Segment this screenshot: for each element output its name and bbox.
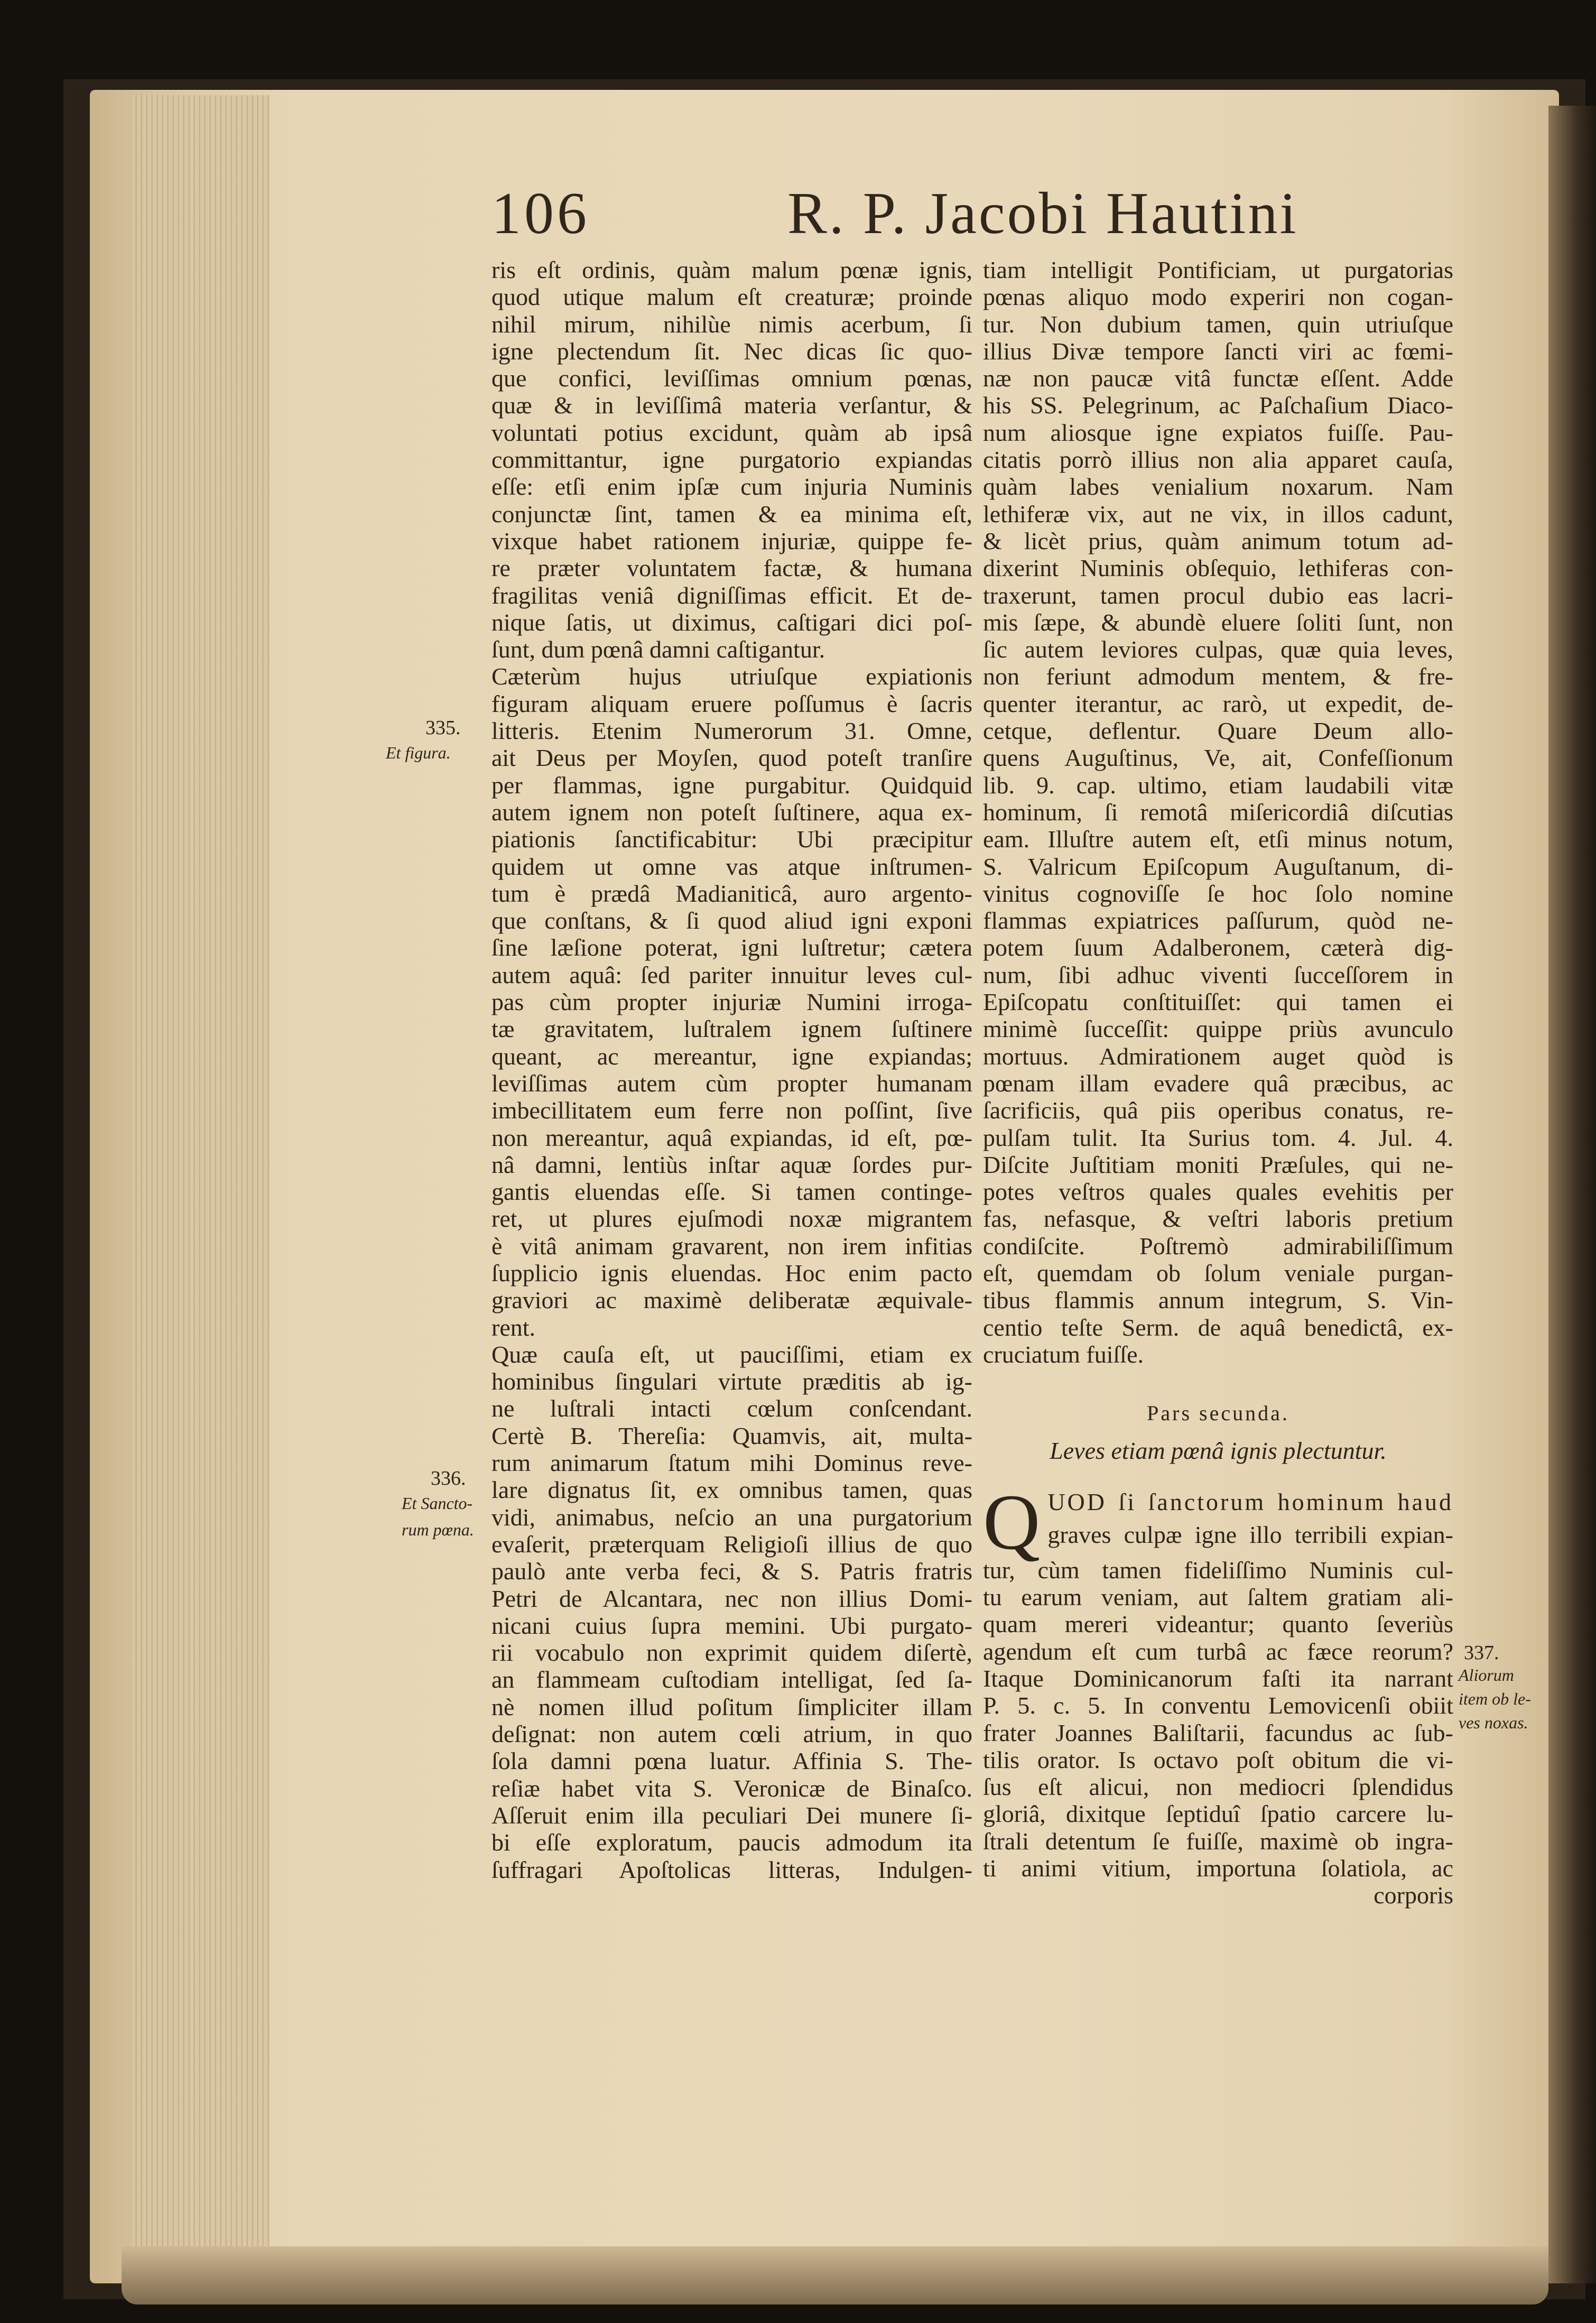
text-line: flammas expiatrices paſſurum, quòd ne- bbox=[983, 907, 1453, 934]
book-gutter bbox=[1548, 106, 1596, 2283]
text-line: næ non paucæ vitâ functæ eſſent. Adde bbox=[983, 365, 1453, 392]
margin-note-sanctorum-2: rum pœna. bbox=[402, 1520, 474, 1539]
text-line: ſine læſione poterat, igni luſtretur; cætera bbox=[491, 934, 972, 961]
text-line: ne luſtrali intacti cœlum conſcendant. bbox=[491, 1395, 972, 1422]
text-line: tilis orator. Is octavo poſt obitum die vi- bbox=[983, 1746, 1453, 1773]
margin-number-335: 335. bbox=[425, 717, 461, 739]
text-line: pœnas aliquo modo experiri non cogan- bbox=[983, 283, 1453, 311]
text-line: tur, cùm tamen fideliſſimo Numinis cul- bbox=[983, 1556, 1453, 1584]
text-line: gantis eluendas eſſe. Si tamen continge- bbox=[491, 1178, 972, 1206]
text-line: Diſcite Juſtitiam moniti Præſules, qui ne- bbox=[983, 1151, 1453, 1178]
text-line: gloriâ, dixitque ſeptiduî ſpatio carcere lu- bbox=[983, 1800, 1453, 1828]
page-bottom-edge bbox=[122, 2246, 1548, 2305]
text-line: condiſcite. Poſtremò admirabiliſſimum bbox=[983, 1232, 1453, 1260]
text-line: deſignat: non autem cœli atrium, in quo bbox=[491, 1720, 972, 1748]
text-line: minimè ſucceſſit: quippe priùs avunculo bbox=[983, 1015, 1453, 1043]
text-line: quàm labes venialium noxarum. Nam bbox=[983, 473, 1453, 501]
text-line: committantur, igne purgatorio expiandas bbox=[491, 446, 972, 474]
text-line: frater Joannes Baliſtarii, facundus ac ſub- bbox=[983, 1719, 1453, 1746]
section-subtitle: Leves etiam pœnâ ignis plectuntur. bbox=[1050, 1437, 1387, 1465]
text-line: Quæ cauſa eſt, ut pauciſſimi, etiam ex bbox=[491, 1340, 972, 1368]
text-line: mis ſæpe, & abundè eluere ſoliti ſunt, non bbox=[983, 608, 1453, 636]
text-line: paulò ante verba feci, & S. Patris fratris bbox=[491, 1558, 972, 1585]
text-line: potem ſuum Adalberonem, cæterà dig- bbox=[983, 934, 1453, 961]
running-head: R. P. Jacobi Hautini bbox=[787, 181, 1298, 246]
text-line: agendum eſt cum turbâ ac fæce reorum? bbox=[983, 1637, 1453, 1665]
text-line: voluntati potius excidunt, quàm ab ipsâ bbox=[491, 419, 972, 446]
text-line: potes veſtros quales quales evehitis per bbox=[983, 1178, 1453, 1206]
text-line: figuram aliquam eruere poſſumus è ſacris bbox=[491, 690, 972, 717]
text-line: fragilitas veniâ digniſſimas efficit. Et de- bbox=[491, 581, 972, 609]
text-line: vixque habet rationem injuriæ, quippe fe- bbox=[491, 527, 972, 554]
text-line: igne plectendum ſit. Nec dicas ſic quo- bbox=[491, 337, 972, 365]
text-line: quens Auguſtinus, Ve, ait, Confeſſionum bbox=[983, 744, 1453, 772]
text-line: nâ damni, lentiùs inſtar aquæ ſordes pur- bbox=[491, 1151, 972, 1178]
text-line: quidem ut omne vas atque inſtrumen- bbox=[491, 853, 972, 880]
dropcap-paragraph bbox=[983, 1478, 1453, 1566]
text-line: graviori ac maximè deliberatæ æquivale- bbox=[491, 1287, 972, 1314]
text-line: hominum, ſi remotâ miſericordiâ diſcutias bbox=[983, 798, 1453, 826]
text-line: centio teſte Serm. de aquâ benedictâ, ex- bbox=[983, 1313, 1453, 1341]
text-line: ris eſt ordinis, quàm malum pœnæ ignis, bbox=[491, 256, 972, 283]
text-line: eam. Illuſtre autem eſt, etſi minus notum, bbox=[983, 826, 1453, 853]
text-line: imbecillitatem eum ferre non poſſint, ſive bbox=[491, 1097, 972, 1124]
text-line: tur. Non dubium tamen, quin utriuſque bbox=[983, 310, 1453, 338]
text-line: his SS. Pelegrinum, ac Paſchaſium Diaco- bbox=[983, 392, 1453, 419]
margin-note-aliorum-3: ves noxas. bbox=[1459, 1713, 1528, 1732]
text-line: ait Deus per Moyſen, quod poteſt tranſire bbox=[491, 744, 972, 772]
text-line: num, ſibi adhuc viventi ſucceſſorem in bbox=[983, 961, 1453, 988]
text-line: ſic autem leviores culpas, quæ quia leves, bbox=[983, 636, 1453, 663]
text-line: nicani cuius ſupra memini. Ubi purgato- bbox=[491, 1612, 972, 1639]
text-line: lare dignatus ſit, ex omnibus tamen, quas bbox=[491, 1476, 972, 1504]
text-line: per flammas, igne purgabitur. Quidquid bbox=[491, 771, 972, 799]
text-line: rent. bbox=[491, 1313, 536, 1341]
text-line: quenter iterantur, ac rarò, ut expedit, de- bbox=[983, 690, 1453, 717]
text-line: re præter voluntatem factæ, & humana bbox=[491, 554, 972, 582]
left-column bbox=[491, 256, 972, 1883]
text-line: UOD ſi ſanctorum hominum haud bbox=[1047, 1488, 1453, 1515]
page-edges bbox=[132, 95, 270, 2289]
text-line: eſt, quemdam ob ſolum veniale purgan- bbox=[983, 1259, 1453, 1287]
text-line: nè nomen illud poſitum ſimpliciter illam bbox=[491, 1693, 972, 1720]
margin-note-figura: Et figura. bbox=[386, 743, 451, 762]
page-number: 106 bbox=[491, 181, 590, 246]
text-line: pulſam tulit. Ita Surius tom. 4. Jul. 4. bbox=[983, 1124, 1453, 1151]
text-line: fas, nefasque, & veſtri laboris pretium bbox=[983, 1205, 1453, 1233]
text-line: quæ & in leviſſimâ materia verſantur, & bbox=[491, 392, 972, 419]
text-line: conjunctæ ſint, tamen & ea minima eſt, bbox=[491, 500, 972, 527]
text-line: piationis ſanctificabitur: Ubi præcipitur bbox=[491, 826, 972, 853]
text-line: ti animi vitium, importuna ſolatiola, ac bbox=[983, 1855, 1453, 1882]
text-line: ſola damni pœna luatur. Affinia S. The- bbox=[491, 1747, 972, 1775]
text-line: Certè B. Thereſia: Quamvis, ait, multa- bbox=[491, 1422, 972, 1449]
text-line: autem aquâ: ſed pariter innuitur leves cul- bbox=[491, 961, 972, 988]
text-line: bi eſſe exploratum, paucis admodum ita bbox=[491, 1829, 972, 1856]
text-line: ret, ut plures ejuſmodi noxæ migrantem bbox=[491, 1205, 972, 1233]
text-line: P. 5. c. 5. In conventu Lemovicenſi obiit bbox=[983, 1692, 1453, 1719]
text-line: è vitâ animam gravarent, non irem infitias bbox=[491, 1232, 972, 1260]
text-line: traxerunt, tamen procul dubio eas lacri- bbox=[983, 581, 1453, 609]
right-column bbox=[983, 256, 1453, 1909]
text-line: pas cùm propter injuriæ Numini irroga- bbox=[491, 988, 972, 1016]
text-line: Cæterùm hujus utriuſque expiationis bbox=[491, 663, 972, 690]
text-line: Epiſcopatu conſtituiſſet: qui tamen ei bbox=[983, 988, 1453, 1016]
margin-number-337: 337. bbox=[1464, 1642, 1499, 1664]
text-line: lethiferæ vix, aut ne vix, in illos cadunt, bbox=[983, 500, 1453, 527]
text-line: rii vocabulo non exprimit quidem diſertè, bbox=[491, 1639, 972, 1667]
text-line: S. Valricum Epiſcopum Auguſtanum, di- bbox=[983, 853, 1453, 880]
text-line: nique ſatis, ut diximus, caſtigari dici poſ- bbox=[491, 608, 972, 636]
text-line: an flammeam cuſtodiam intelligat, ſed ſa- bbox=[491, 1666, 972, 1693]
text-line: evaſerit, præterquam Religioſi illius de quo bbox=[491, 1530, 972, 1558]
text-line: & licèt prius, quàm animum totum ad- bbox=[983, 527, 1453, 554]
text-line: citatis porrò illius non alia apparet cauſa, bbox=[983, 446, 1453, 474]
text-line: ſacrificiis, quâ piis operibus conatus, re- bbox=[983, 1097, 1453, 1124]
text-line: tiam intelligit Pontificiam, ut purgatorias bbox=[983, 256, 1453, 283]
text-line: quam mereri videantur; quanto ſeveriùs bbox=[983, 1611, 1453, 1638]
text-line: que confici, leviſſimas omnium pœnas, bbox=[491, 365, 972, 392]
text-line: tæ gravitatem, luſtralem ignem ſuſtinere bbox=[491, 1015, 972, 1043]
text-line: Itaque Dominicanorum faſti ita narrant bbox=[983, 1664, 1453, 1692]
text-line: litteris. Etenim Numerorum 31. Omne, bbox=[491, 717, 972, 745]
text-line: hominibus ſingulari virtute præditis ab ig- bbox=[491, 1368, 972, 1395]
text-line: vidi, animabus, neſcio an una purgatorium bbox=[491, 1503, 972, 1531]
page-header bbox=[491, 180, 1443, 264]
text-line: tu earum veniam, aut ſaltem gratiam ali- bbox=[983, 1584, 1453, 1611]
margin-number-336: 336. bbox=[431, 1467, 466, 1489]
text-line: Petri de Alcantara, nec non illius Domi- bbox=[491, 1585, 972, 1612]
text-line: queant, ac mereantur, igne expiandas; bbox=[491, 1042, 972, 1070]
text-line: tum è prædâ Madianiticâ, auro argento- bbox=[491, 880, 972, 907]
text-line: tibus flammis annum integrum, S. Vin- bbox=[983, 1287, 1453, 1314]
text-line: pœnam illam evadere quâ præcibus, ac bbox=[983, 1069, 1453, 1097]
text-line: illius Divæ tempore ſancti viri ac fœmi- bbox=[983, 337, 1453, 365]
text-line: cruciatum fuiſſe. bbox=[983, 1340, 1144, 1368]
text-line: lib. 9. cap. ultimo, etiam laudabili vitæ bbox=[983, 771, 1453, 799]
text-line: dixerint Numinis obſequio, lethiferas con- bbox=[983, 554, 1453, 582]
text-line: reſiæ habet vita S. Veronicæ de Binaſco. bbox=[491, 1774, 972, 1802]
text-line: ſus eſt alicui, non mediocri ſplendidus bbox=[983, 1773, 1453, 1801]
margin-note-aliorum-2: item ob le- bbox=[1459, 1689, 1531, 1708]
text-line: que conſtans, & ſi quod aliud igni exponi bbox=[491, 907, 972, 934]
text-line: autem ignem non poteſt ſuſtinere, aqua ex- bbox=[491, 798, 972, 826]
text-line: non mereantur, aquâ expiandas, id eſt, pœ- bbox=[491, 1124, 972, 1151]
text-line: rum animarum ſtatum mihi Dominus reve- bbox=[491, 1449, 972, 1477]
drop-cap-letter: Q bbox=[983, 1478, 1041, 1566]
text-line: eſſe: etſi enim ipſæ cum injuria Numinis bbox=[491, 473, 972, 501]
margin-note-sanctorum-1: Et Sancto- bbox=[402, 1494, 473, 1513]
text-line: leviſſimas autem cùm propter humanam bbox=[491, 1069, 972, 1097]
text-line: mortuus. Admirationem auget quòd is bbox=[983, 1042, 1453, 1070]
text-line: nihil mirum, nihilùe nimis acerbum, ſi bbox=[491, 310, 972, 338]
section-heading: Pars secunda. bbox=[1147, 1401, 1289, 1426]
text-line: ſtrali detentum ſe fuiſſe, maximè ob ingra- bbox=[983, 1827, 1453, 1855]
text-line: Aſſeruit enim illa peculiari Dei munere ſi- bbox=[491, 1801, 972, 1829]
catchword: corporis bbox=[1374, 1882, 1453, 1909]
text-line: vinitus cognoviſſe ſe hoc ſolo nomine bbox=[983, 880, 1453, 907]
text-line: ſupplicio ignis eluendas. Hoc enim pacto bbox=[491, 1259, 972, 1287]
text-line: non feriunt admodum mentem, & fre- bbox=[983, 663, 1453, 690]
text-line: ſuffragari Apoſtolicas litteras, Indulgen- bbox=[491, 1856, 972, 1883]
text-line: num aliosque igne expiatos fuiſſe. Pau- bbox=[983, 419, 1453, 446]
text-line: graves culpæ igne illo terribili expian- bbox=[1047, 1521, 1453, 1548]
text-line: quod utique malum eſt creaturæ; proinde bbox=[491, 283, 972, 311]
margin-note-aliorum-1: Aliorum bbox=[1459, 1665, 1514, 1685]
text-line: ſunt, dum pœnâ damni caſtigantur. bbox=[491, 636, 825, 663]
text-line: cetque, deflentur. Quare Deum allo- bbox=[983, 717, 1453, 745]
